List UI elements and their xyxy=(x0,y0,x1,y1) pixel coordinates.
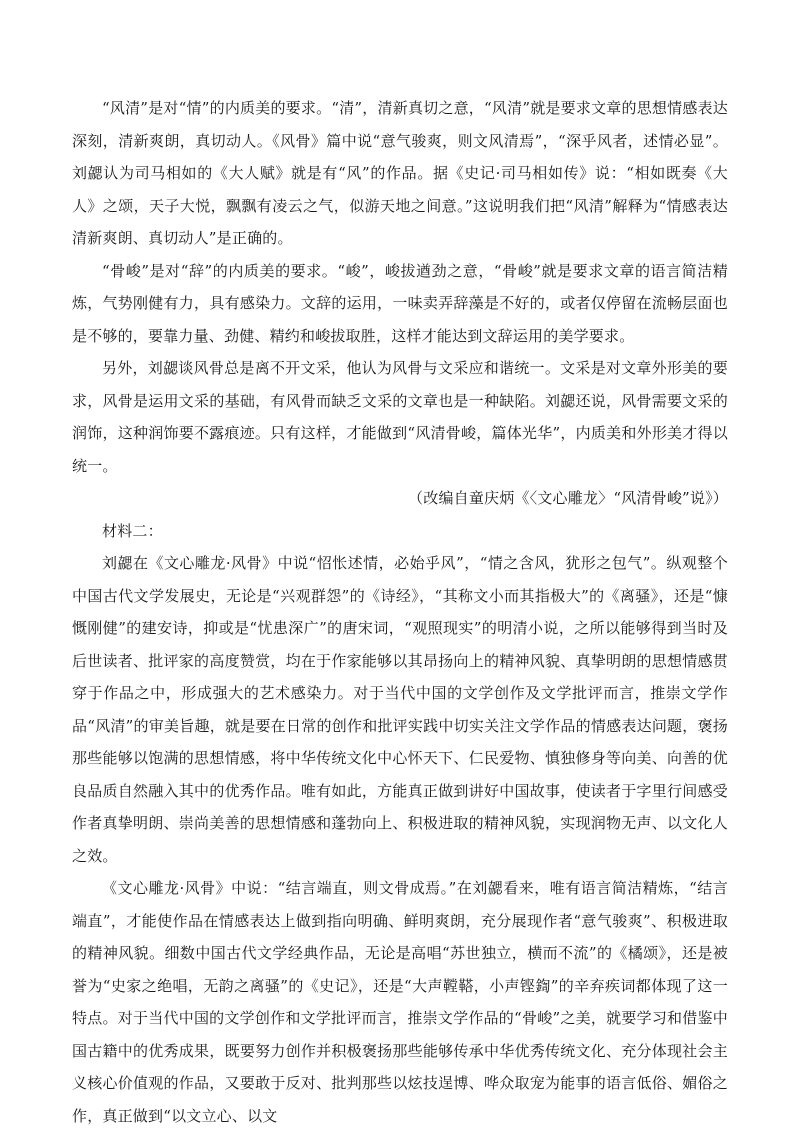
paragraph-wen-cai: 另外，刘勰谈风骨总是离不开文采，他认为风骨与文采应和谐统一。文采是对文章外形美的要求，风骨是运用文采的基础，有风骨而缺乏文采的文章也是一种缺陷。刘勰还说，风骨需要文采的润饰，这种润饰要不露痕迹。只有这样，才能做到“风清骨峻，篇体光华”，内质美和外形美才得以统一。 xyxy=(72,359,728,475)
paragraph-gu-jun: “骨峻”是对“辞”的内质美的要求。“峻”，峻拔遒劲之意，“骨峻”就是要求文章的语言简洁精炼，气势刚健有力，具有感染力。文辞的运用，一味卖弄辞藻是不好的，或者仅停留在流畅层面也是不够的，要靠力量、劲健、精约和峻拔取胜，这样才能达到文辞运用的美学要求。 xyxy=(72,261,728,345)
document-body xyxy=(72,92,728,1132)
material-two-label: 材料二： xyxy=(102,521,163,540)
paragraph-material-two-1: 刘勰在《文心雕龙·风骨》中说“怊怅述情，必始乎风”，“情之含风，犹形之包气”。纵观整个中国古代文学发展史，无论是“兴观群怨”的《诗经》，“其称文小而其指极大”的《离骚》，还是“慷慨刚健”的建安诗，抑或是“忧患深广”的唐宋词，“观照现实”的明清小说，之所以能够得到当时及后世读者、批评家的高度赞赏，均在于作家能够以其昂扬向上的精神风貌、真挚明朗的思想情感贯穿于作品之中，形成强大的艺术感染力。对于当代中国的文学创作及文学批评而言，推崇文学作品“风清”的审美旨趣，就是要在日常的创作和批评实践中切实关注文学作品的情感表达问题，褒扬那些能够以饱满的思想情感，将中华传统文化中心怀天下、仁民爱物、慎独修身等向美、向善的优良品质自然融入其中的优秀作品。唯有如此，方能真正做到讲好中国故事，使读者于字里行间感受作者真挚明朗、崇尚美善的思想情感和蓬勃向上、积极进取的精神风貌，实现润物无声、以文化人之效。 xyxy=(72,554,728,865)
source-citation: （改编自童庆炳《〈文心雕龙〉“风清骨峻”说》） xyxy=(408,489,728,507)
paragraph-feng-qing: “风清”是对“情”的内质美的要求。“清”，清新真切之意，“风清”就是要求文章的思想情感表达深刻，清新爽朗，真切动人。《风骨》篇中说“意气骏爽，则文风清焉”，“深乎风者，述情必显”。刘勰认为司马相如的《大人赋》就是有“风”的作品。据《史记·司马相如传》说：“相如既奏《大人》之颂，天子大悦，飘飘有凌云之气，似游天地之间意。”这说明我们把“风清”解释为“情感表达清新爽朗、真切动人”是正确的。 xyxy=(72,99,728,247)
paragraph-material-two-2: 《文心雕龙·风骨》中说：“结言端直，则文骨成焉。”在刘勰看来，唯有语言简洁精炼，“结言端直”，才能使作品在情感表达上做到指向明确、鲜明爽朗，充分展现作者“意气骏爽”、积极进取的精神风貌。细数中国古代文学经典作品，无论是高唱“苏世独立，横而不流”的《橘颂》，还是被誉为“史家之绝唱，无韵之离骚”的《史记》，还是“大声鞺鞳，小声铿鍧”的辛弃疾词都体现了这一特点。对于当代中国的文学创作和文学批评而言，推崇文学作品的“骨峻”之美，就要学习和借鉴中国古籍中的优秀成果，既要努力创作并积极褒扬那些能够传承中华优秀传统文化、充分体现社会主义核心价值观的作品，又要敢于反对、批判那些以炫技逞博、哗众取宠为能事的语言低俗、媚俗之作，真正做到“以文立心、以文 xyxy=(72,879,728,1125)
